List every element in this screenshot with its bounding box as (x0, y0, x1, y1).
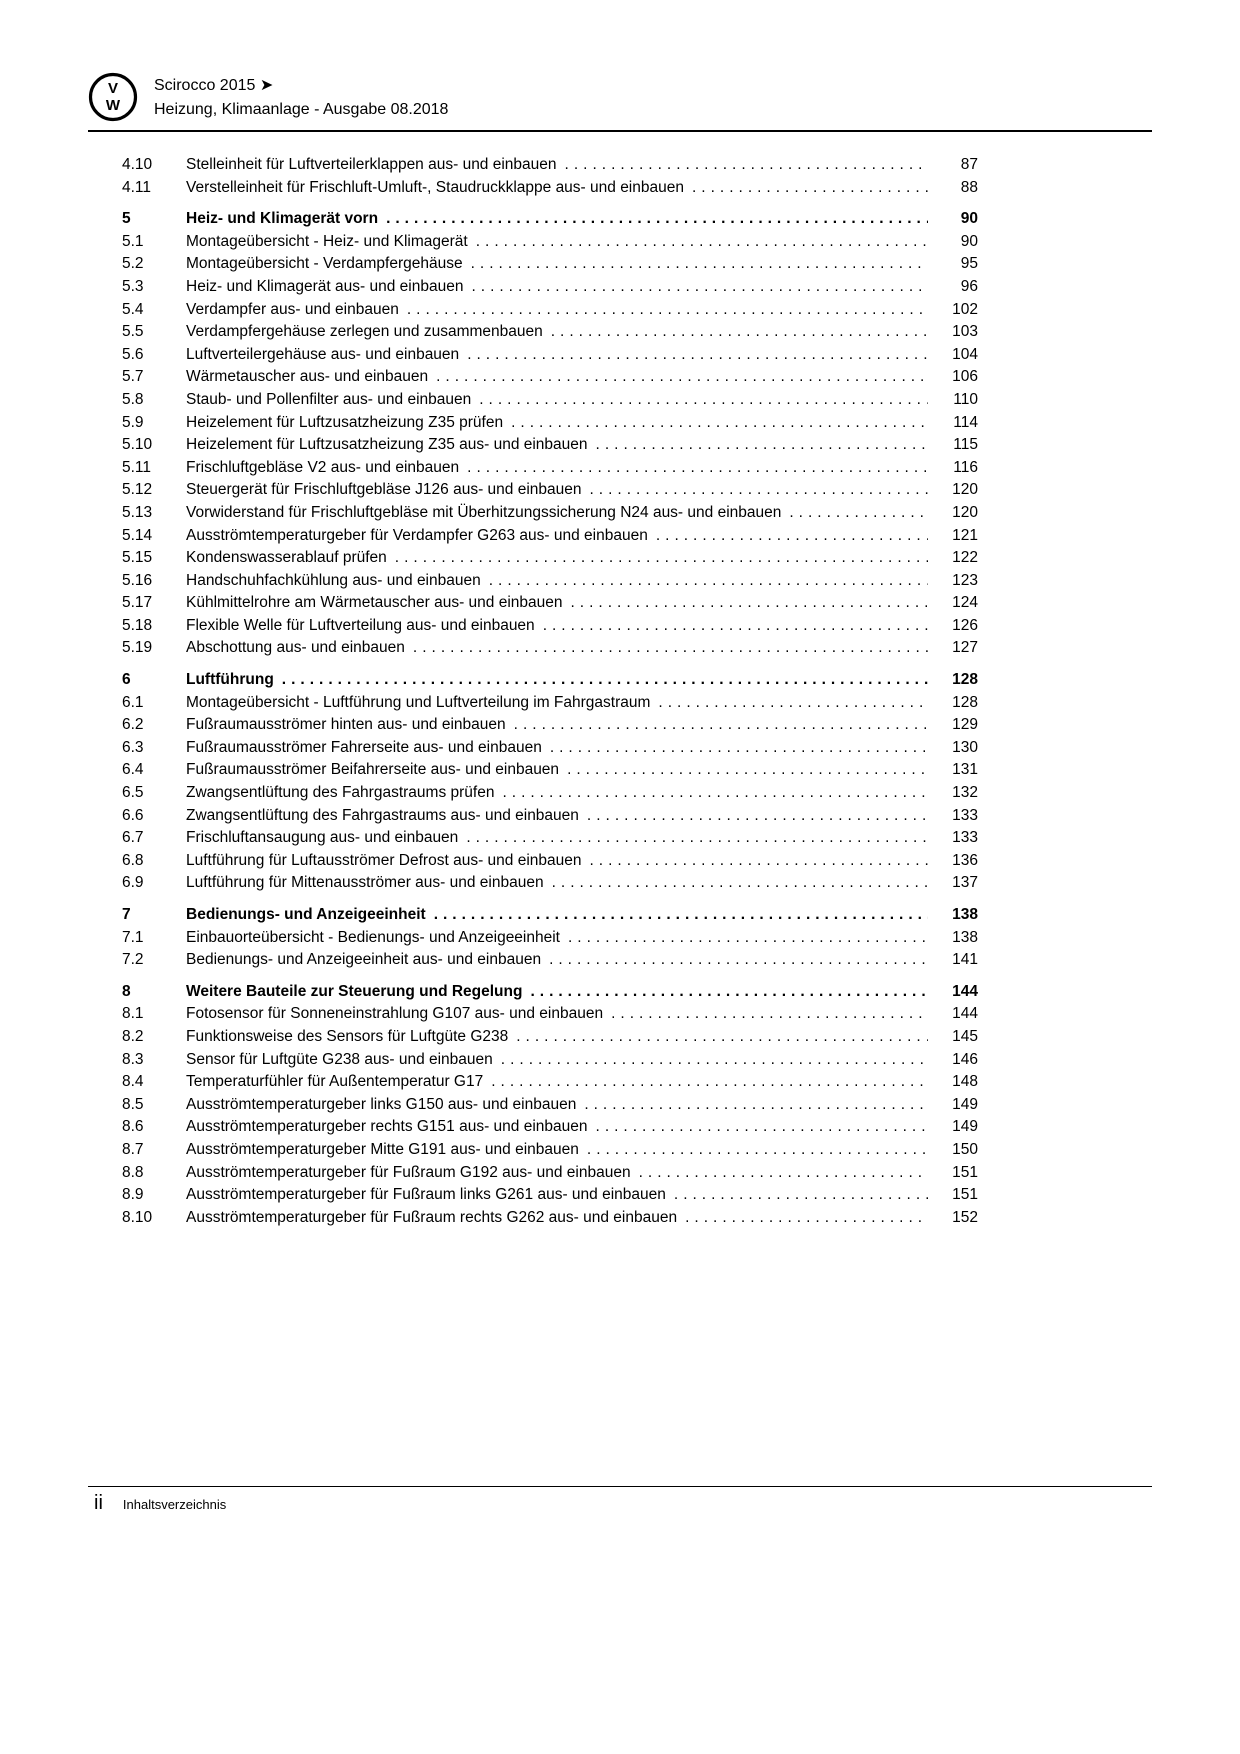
toc-entry-number: 8.8 (122, 1163, 144, 1181)
toc-entry-number: 5.13 (122, 503, 153, 521)
toc-entry-title: Bedienungs- und Anzeigeeinheit (186, 906, 426, 923)
toc-entry-page: 102 (952, 300, 978, 318)
toc-entry-title: Fußraumausströmer Beifahrerseite aus- und einbauen (186, 761, 560, 779)
toc-entry-number: 5.6 (122, 345, 144, 363)
toc-dot-leader (685, 1207, 928, 1230)
header-manual-subtitle: Heizung, Klimaanlage - Ausgabe 08.2018 (154, 101, 449, 118)
toc-entry-number: 8.10 (122, 1208, 153, 1226)
toc-entry-number: 6.1 (122, 693, 144, 711)
toc-dot-leader (471, 253, 928, 276)
page-footer (94, 1492, 226, 1515)
page-header (88, 72, 1152, 132)
toc-entry-number: 6.2 (122, 716, 144, 734)
toc-entry-page: 151 (952, 1163, 978, 1181)
toc-entry-title: Ausströmtemperaturgeber Mitte G191 aus- und einbauen (186, 1140, 579, 1158)
toc-row (122, 692, 978, 715)
toc-row (122, 389, 978, 412)
toc-entry-page: 90 (960, 232, 978, 250)
toc-entry-page: 121 (952, 526, 978, 544)
toc-entry-number: 8.6 (122, 1118, 144, 1136)
toc-entry-title: Kühlmittelrohre am Wärmetauscher aus- und einbauen (186, 594, 563, 612)
toc-entry-title: Ausströmtemperaturgeber für Fußraum G192 aus- und einbauen (186, 1163, 631, 1181)
toc-entry-page: 149 (952, 1095, 978, 1113)
toc-dot-leader (587, 1139, 928, 1162)
toc-row (122, 850, 978, 873)
toc-row (122, 1003, 978, 1026)
toc-dot-leader (436, 366, 928, 389)
toc-entry-page: 114 (953, 413, 978, 431)
toc-entry-title: Ausströmtemperaturgeber links G150 aus- und einbauen (186, 1095, 577, 1113)
toc-entry-title: Zwangsentlüftung des Fahrgastraums prüfen (186, 784, 495, 802)
toc-row (122, 949, 978, 972)
toc-list (122, 154, 978, 1229)
toc-row (122, 1026, 978, 1049)
toc-entry-page: 152 (952, 1208, 978, 1226)
toc-entry-page: 123 (952, 571, 978, 589)
toc-entry-number: 8.3 (122, 1050, 144, 1068)
toc-entry-page: 124 (952, 594, 978, 612)
toc-row (122, 592, 978, 615)
toc-dot-leader (479, 389, 928, 412)
toc-entry-number: 8.4 (122, 1073, 144, 1091)
toc-entry-page: 104 (952, 345, 978, 363)
toc-row (122, 457, 978, 480)
toc-entry-title: Montageübersicht - Luftführung und Luftverteilung im Fahrgastraum (186, 693, 651, 711)
toc-entry-page: 122 (952, 549, 978, 567)
toc-entry-number: 5.19 (122, 639, 153, 657)
toc-entry-page: 148 (952, 1073, 978, 1091)
toc-entry-page: 133 (952, 806, 978, 824)
toc-entry-page: 138 (952, 906, 978, 923)
toc-entry-title: Verdampfer aus- und einbauen (186, 300, 399, 318)
toc-entry-number: 8.5 (122, 1095, 144, 1113)
toc-dot-leader (511, 412, 928, 435)
toc-row (122, 1116, 978, 1139)
header-model-title: Scirocco 2015 ➤ (154, 77, 274, 94)
toc-dot-leader (550, 737, 928, 760)
toc-entry-page: 120 (952, 481, 978, 499)
toc-dot-leader (658, 692, 928, 715)
footer-label: Inhaltsverzeichnis (122, 1497, 227, 1512)
toc-entry-page: 110 (953, 390, 978, 408)
toc-entry-number: 5.16 (122, 571, 153, 589)
toc-entry-number: 5.5 (122, 323, 144, 341)
toc-row (122, 299, 978, 322)
toc-dot-leader (639, 1162, 928, 1185)
toc-row (122, 412, 978, 435)
header-text-block (154, 72, 448, 122)
toc-row (122, 253, 978, 276)
toc-entry-title: Heiz- und Klimagerät aus- und einbauen (186, 277, 464, 295)
toc-row (122, 872, 978, 895)
toc-dot-leader (530, 981, 928, 1004)
toc-row (122, 479, 978, 502)
toc-entry-page: 95 (960, 255, 978, 273)
toc-entry-title: Staub- und Pollenfilter aus- und einbauen (186, 390, 472, 408)
toc-entry-number: 8.1 (122, 1005, 144, 1023)
toc-entry-page: 129 (952, 716, 978, 734)
toc-row (122, 177, 978, 200)
toc-row (122, 782, 978, 805)
toc-row (122, 208, 978, 231)
toc-entry-title: Einbauorteübersicht - Bedienungs- und Anzeigeeinheit (186, 928, 560, 946)
toc-entry-title: Flexible Welle für Luftverteilung aus- und einbauen (186, 616, 535, 634)
toc-entry-number: 5.9 (122, 413, 144, 431)
toc-entry-title: Luftführung (186, 671, 274, 689)
toc-dot-leader (590, 850, 929, 873)
toc-dot-leader (501, 1049, 928, 1072)
toc-entry-number: 7 (122, 906, 131, 923)
toc-dot-leader (413, 637, 928, 660)
toc-entry-page: 128 (952, 693, 978, 711)
toc-entry-page: 131 (952, 761, 978, 779)
toc-entry-title: Luftverteilergehäuse aus- und einbauen (186, 345, 460, 363)
toc-entry-title: Zwangsentlüftung des Fahrgastraums aus- und einbauen (186, 806, 579, 824)
toc-entry-title: Verstelleinheit für Frischluft-Umluft-, Staudruckklappe aus- und einbauen (186, 178, 684, 196)
toc-dot-leader (565, 154, 928, 177)
toc-row (122, 344, 978, 367)
toc-entry-page: 103 (952, 323, 978, 341)
toc-entry-number: 5.3 (122, 277, 144, 295)
toc-entry-page: 136 (952, 851, 978, 869)
toc-dot-leader (516, 1026, 928, 1049)
toc-entry-number: 5.1 (122, 232, 144, 250)
toc-entry-page: 144 (952, 982, 978, 1000)
toc-row (122, 759, 978, 782)
toc-entry-number: 8 (122, 982, 131, 1000)
toc-entry-page: 88 (960, 178, 978, 196)
toc-dot-leader (549, 949, 928, 972)
toc-entry-number: 5.10 (122, 436, 153, 454)
toc-entry-page: 127 (952, 639, 978, 657)
toc-entry-title: Heizelement für Luftzusatzheizung Z35 aus- und einbauen (186, 436, 588, 454)
svg-text:V: V (107, 80, 119, 97)
toc-entry-title: Vorwiderstand für Frischluftgebläse mit Überhitzungssicherung N24 aus- und einbauen (186, 503, 782, 521)
toc-row (122, 1071, 978, 1094)
toc-dot-leader (386, 208, 928, 231)
toc-entry-number: 6.4 (122, 761, 144, 779)
toc-dot-leader (571, 592, 929, 615)
toc-dot-leader (674, 1184, 928, 1207)
toc-row (122, 547, 978, 570)
toc-row (122, 904, 978, 927)
toc-dot-leader (596, 1116, 928, 1139)
toc-entry-number: 8.2 (122, 1027, 144, 1045)
toc-entry-title: Ausströmtemperaturgeber rechts G151 aus- und einbauen (186, 1118, 588, 1136)
toc-row (122, 321, 978, 344)
toc-row (122, 1049, 978, 1072)
toc-entry-title: Heizelement für Luftzusatzheizung Z35 prüfen (186, 413, 504, 431)
toc-dot-leader (489, 570, 928, 593)
toc-entry-number: 5.18 (122, 616, 153, 634)
toc-dot-leader (568, 927, 928, 950)
toc-row (122, 1139, 978, 1162)
toc-entry-page: 146 (952, 1050, 978, 1068)
toc-row (122, 1094, 978, 1117)
toc-dot-leader (587, 805, 928, 828)
toc-entry-number: 6.3 (122, 738, 144, 756)
toc-entry-number: 5 (122, 210, 131, 228)
toc-dot-leader (407, 299, 928, 322)
toc-entry-page: 145 (952, 1027, 978, 1045)
toc-entry-title: Verdampfergehäuse zerlegen und zusammenbauen (186, 323, 543, 341)
toc-entry-title: Stelleinheit für Luftverteilerklappen aus- und einbauen (186, 156, 557, 173)
toc-entry-title: Handschuhfachkühlung aus- und einbauen (186, 571, 481, 589)
toc-entry-title: Steuergerät für Frischluftgebläse J126 aus- und einbauen (186, 481, 582, 499)
toc-entry-page: 141 (952, 951, 978, 969)
toc-entry-page: 150 (952, 1140, 978, 1158)
toc-entry-title: Bedienungs- und Anzeigeeinheit aus- und einbauen (186, 951, 542, 969)
toc-row (122, 1184, 978, 1207)
toc-entry-title: Frischluftgebläse V2 aus- und einbauen (186, 458, 460, 476)
toc-entry-number: 8.7 (122, 1140, 144, 1158)
toc-dot-leader (590, 479, 929, 502)
toc-dot-leader (466, 827, 928, 850)
toc-dot-leader (467, 457, 928, 480)
toc-row (122, 154, 978, 177)
toc-entry-number: 6.7 (122, 829, 144, 847)
toc-dot-leader (551, 321, 928, 344)
toc-dot-leader (467, 344, 928, 367)
toc-entry-page: 138 (952, 928, 978, 946)
toc-entry-number: 5.15 (122, 549, 153, 567)
toc-row (122, 615, 978, 638)
toc-row (122, 637, 978, 660)
toc-entry-title: Montageübersicht - Heiz- und Klimagerät (186, 232, 468, 250)
footer-divider (88, 1486, 1152, 1487)
toc-entry-title: Temperaturfühler für Außentemperatur G17 (186, 1073, 484, 1091)
toc-entry-title: Ausströmtemperaturgeber für Fußraum rechts G262 aus- und einbauen (186, 1208, 678, 1226)
toc-entry-title: Weitere Bauteile zur Steuerung und Regelung (186, 982, 523, 1000)
toc-row (122, 525, 978, 548)
toc-entry-title: Kondenswasserablauf prüfen (186, 549, 387, 567)
toc-entry-title: Ausströmtemperaturgeber für Fußraum links G261 aus- und einbauen (186, 1186, 666, 1204)
toc-row (122, 1207, 978, 1230)
toc-entry-title: Sensor für Luftgüte G238 aus- und einbauen (186, 1050, 493, 1068)
toc-entry-title: Abschottung aus- und einbauen (186, 639, 405, 657)
toc-entry-number: 6.6 (122, 806, 144, 824)
toc-row (122, 737, 978, 760)
toc-dot-leader (692, 177, 928, 200)
toc-entry-title: Luftführung für Mittenausströmer aus- und einbauen (186, 874, 544, 892)
toc-dot-leader (514, 714, 928, 737)
toc-row (122, 805, 978, 828)
toc-entry-number: 5.7 (122, 368, 144, 386)
toc-entry-title: Montageübersicht - Verdampfergehäuse (186, 255, 463, 273)
toc-row (122, 570, 978, 593)
toc-entry-page: 87 (960, 156, 978, 173)
toc-dot-leader (502, 782, 928, 805)
toc-entry-page: 144 (952, 1005, 978, 1023)
toc-dot-leader (543, 615, 928, 638)
toc-row (122, 1162, 978, 1185)
volkswagen-logo-icon (88, 72, 138, 122)
toc-row (122, 276, 978, 299)
toc-entry-page: 96 (960, 277, 978, 295)
toc-entry-page: 137 (952, 874, 978, 892)
toc-entry-page: 116 (953, 458, 978, 476)
toc-dot-leader (656, 525, 928, 548)
toc-row (122, 366, 978, 389)
toc-entry-number: 5.17 (122, 594, 153, 612)
toc-entry-title: Fotosensor für Sonneneinstrahlung G107 aus- und einbauen (186, 1005, 604, 1023)
toc-dot-leader (567, 759, 928, 782)
toc-entry-title: Funktionsweise des Sensors für Luftgüte G238 (186, 1027, 509, 1045)
toc-dot-leader (552, 872, 928, 895)
toc-row (122, 927, 978, 950)
toc-entry-page: 120 (952, 503, 978, 521)
toc-entry-title: Fußraumausströmer Fahrerseite aus- und einbauen (186, 738, 542, 756)
toc-dot-leader (282, 669, 928, 692)
footer-page-number: ii (94, 1492, 103, 1514)
toc-row (122, 231, 978, 254)
toc-row (122, 714, 978, 737)
toc-row (122, 502, 978, 525)
toc-entry-number: 4.10 (122, 156, 153, 173)
toc-entry-title: Wärmetauscher aus- und einbauen (186, 368, 429, 386)
toc-entry-number: 5.2 (122, 255, 144, 273)
toc-entry-page: 151 (952, 1186, 978, 1204)
toc-entry-page: 90 (960, 210, 978, 228)
toc-entry-page: 130 (952, 738, 978, 756)
toc-entry-page: 149 (952, 1118, 978, 1136)
toc-dot-leader (395, 547, 928, 570)
toc-dot-leader (471, 276, 928, 299)
toc-entry-number: 5.12 (122, 481, 153, 499)
toc-dot-leader (476, 231, 928, 254)
toc-row (122, 669, 978, 692)
toc-entry-page: 106 (952, 368, 978, 386)
toc-entry-page: 133 (952, 829, 978, 847)
toc-dot-leader (611, 1003, 928, 1026)
toc-entry-page: 132 (952, 784, 978, 802)
toc-entry-title: Frischluftansaugung aus- und einbauen (186, 829, 459, 847)
toc-entry-number: 7.2 (122, 951, 144, 969)
toc-entry-number: 7.1 (122, 928, 144, 946)
svg-text:W: W (105, 97, 121, 114)
toc-dot-leader (596, 434, 928, 457)
toc-entry-number: 6.5 (122, 784, 144, 802)
toc-entry-title: Heiz- und Klimagerät vorn (186, 210, 379, 228)
toc-entry-number: 6 (122, 671, 131, 689)
toc-entry-title: Fußraumausströmer hinten aus- und einbauen (186, 716, 506, 734)
toc-dot-leader (491, 1071, 928, 1094)
toc-dot-leader (434, 904, 928, 927)
toc-entry-number: 6.9 (122, 874, 144, 892)
toc-entry-number: 5.4 (122, 300, 144, 318)
toc-dot-leader (789, 502, 928, 525)
toc-entry-page: 128 (952, 671, 978, 689)
toc-entry-number: 5.8 (122, 390, 144, 408)
toc-entry-number: 4.11 (122, 178, 152, 196)
toc-dot-leader (584, 1094, 928, 1117)
toc-row (122, 981, 978, 1004)
toc-entry-number: 8.9 (122, 1186, 144, 1204)
toc-row (122, 827, 978, 850)
toc-entry-page: 126 (952, 616, 978, 634)
toc-entry-number: 6.8 (122, 851, 144, 869)
toc-entry-title: Ausströmtemperaturgeber für Verdampfer G263 aus- und einbauen (186, 526, 648, 544)
toc-entry-number: 5.14 (122, 526, 153, 544)
toc-entry-number: 5.11 (122, 458, 152, 476)
toc-entry-page: 115 (953, 436, 978, 454)
toc-entry-title: Luftführung für Luftausströmer Defrost aus- und einbauen (186, 851, 582, 869)
toc-row (122, 434, 978, 457)
